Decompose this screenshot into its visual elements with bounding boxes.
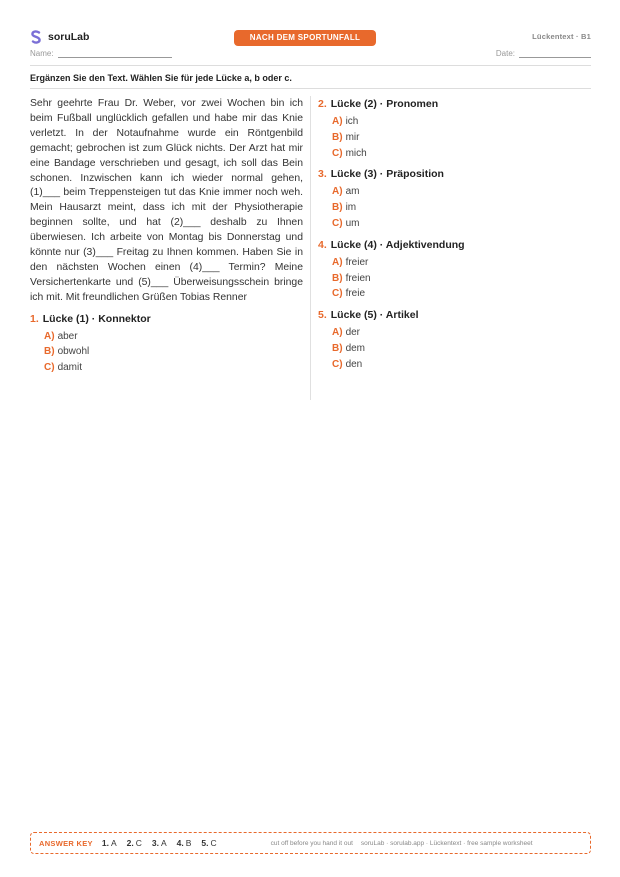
option-a[interactable]	[332, 325, 591, 341]
option-b[interactable]	[332, 200, 591, 216]
question-label: Lücke (1) · Konnektor	[42, 312, 151, 325]
answer-options	[332, 114, 591, 161]
question-label: Lücke (5) · Artikel	[330, 309, 419, 322]
column-divider	[310, 96, 311, 400]
question-title	[318, 167, 591, 181]
option-c[interactable]	[332, 216, 591, 232]
option-text: obwohl	[57, 346, 90, 358]
cut-off-note: cut off before you hand it out	[270, 839, 353, 847]
question-number: 4.	[318, 238, 327, 251]
answer-key-answer: A	[160, 838, 167, 848]
option-text: den	[345, 358, 363, 370]
answer-key-number: 3.	[151, 838, 159, 848]
question-3	[318, 167, 591, 231]
option-letter: B)	[332, 131, 343, 143]
worksheet-type-level: Lückentext · B1	[532, 32, 591, 41]
answer-key-item	[177, 838, 192, 848]
option-text: mir	[345, 131, 360, 143]
right-column	[318, 97, 591, 377]
option-text: im	[345, 202, 357, 214]
answer-options	[332, 255, 591, 302]
option-c[interactable]	[332, 357, 591, 373]
question-title	[30, 312, 303, 326]
option-text: freien	[345, 272, 371, 284]
instruction-divider	[30, 88, 591, 89]
question-number: 2.	[318, 98, 327, 110]
option-text: am	[345, 186, 360, 198]
brand-logo	[30, 30, 89, 44]
option-letter: A)	[44, 330, 55, 342]
name-field[interactable]	[30, 49, 172, 58]
name-line	[58, 49, 172, 58]
header-divider	[30, 65, 591, 66]
option-letter: C)	[332, 358, 343, 370]
date-line	[519, 49, 591, 58]
option-text: dem	[345, 342, 366, 354]
option-letter: C)	[44, 362, 55, 374]
answer-options	[332, 184, 591, 231]
question-2	[318, 97, 591, 161]
option-letter: C)	[332, 147, 343, 159]
name-label: Name:	[30, 49, 54, 58]
answer-key-number: 4.	[176, 838, 184, 848]
option-letter: B)	[44, 346, 55, 358]
answer-key-strip	[30, 832, 591, 854]
option-letter: B)	[332, 272, 343, 284]
question-number: 1.	[30, 312, 39, 325]
option-text: freie	[345, 288, 366, 300]
answer-key-item	[152, 838, 167, 848]
option-text: ich	[345, 116, 359, 127]
topic-badge: NACH DEM SPORTUNFALL	[234, 30, 376, 46]
option-text: mich	[345, 147, 367, 159]
question-number: 5.	[318, 309, 327, 322]
option-text: damit	[57, 362, 83, 374]
answer-key-answer: B	[185, 838, 192, 848]
answer-key-item	[127, 838, 142, 848]
option-a[interactable]	[332, 114, 591, 130]
option-letter: A)	[332, 327, 343, 339]
option-a[interactable]	[332, 184, 591, 200]
option-c[interactable]	[44, 360, 303, 376]
question-title	[318, 308, 591, 322]
option-letter: B)	[332, 342, 343, 354]
answer-key-label: ANSWER KEY	[39, 838, 93, 848]
question-label: Lücke (2) · Pronomen	[330, 98, 439, 110]
answer-key-item	[102, 838, 117, 848]
option-letter: C)	[332, 217, 343, 229]
worksheet-header	[30, 30, 591, 64]
option-c[interactable]	[332, 286, 591, 302]
answer-key-number: 5.	[201, 838, 209, 848]
date-field[interactable]	[496, 49, 591, 58]
answer-key-number: 1.	[101, 838, 109, 848]
answer-options	[44, 329, 303, 376]
answer-key-answer: A	[110, 838, 117, 848]
option-a[interactable]	[44, 329, 303, 345]
option-text: um	[345, 217, 360, 229]
option-c[interactable]	[332, 146, 591, 162]
answer-key-item	[201, 838, 216, 848]
option-a[interactable]	[332, 255, 591, 271]
answer-key-answer: C	[135, 838, 142, 848]
option-text: der	[345, 327, 361, 339]
option-b[interactable]	[332, 271, 591, 287]
answer-key-number: 2.	[126, 838, 134, 848]
option-letter: A)	[332, 256, 343, 268]
date-label: Date:	[495, 49, 515, 58]
gap-text-passage: Sehr geehrte Frau Dr. Weber, vor zwei Wochen bin ich beim Fußball unglücklich gefallen und habe mir das Knie verletzt. In der Notaufnahme wurde ein Röntgenbild gemacht; gebrochen ist zum Glück nichts. Der Arzt hat mir eine Bandage verschrieben und gesagt, ich soll das Bein schonen. Inzwischen kann ich wieder normal gehen, (1)___ beim Treppensteigen tut das Knie immer noch weh. Mein Hausarzt meint, dass ich mit der Physiotherapie beginnen sollte, und hat (2)___ deshalb zu Ihnen überwiesen. Ich arbeite von Montag bis Donnerstag und könnte nur (3)___ Freitag zu Ihnen kommen. Haben Sie in den nächsten Wochen einen (4)___ Termin? Meine Versichertenkarte und (5)___ Überweisungsschein bringe ich mit. Mit freundlichen Grüßen Tobias Renner	[30, 98, 303, 303]
task-instruction: Ergänzen Sie den Text. Wählen Sie für jede Lücke a, b oder c.	[30, 73, 292, 83]
question-4	[318, 238, 591, 302]
option-letter: C)	[332, 288, 343, 300]
option-text: aber	[57, 330, 78, 342]
question-1	[30, 312, 303, 376]
footer-credit: soruLab · sorulab.app · Lückentext · free sample worksheet	[360, 839, 533, 847]
option-b[interactable]	[332, 341, 591, 357]
option-letter: A)	[332, 116, 343, 127]
answer-key-answer: C	[210, 838, 217, 848]
question-5	[318, 308, 591, 372]
option-b[interactable]	[332, 130, 591, 146]
answer-options	[332, 325, 591, 372]
question-title	[318, 238, 591, 252]
option-letter: A)	[332, 186, 343, 198]
question-number: 3.	[318, 168, 327, 181]
option-letter: B)	[332, 202, 343, 214]
sorulab-logo-icon	[30, 30, 42, 44]
option-b[interactable]	[44, 344, 303, 360]
question-label: Lücke (4) · Adjektivendung	[330, 238, 465, 251]
left-column	[30, 97, 303, 376]
option-text: freier	[345, 256, 369, 268]
brand-name: soruLab	[48, 31, 90, 43]
question-label: Lücke (3) · Präposition	[330, 168, 444, 181]
question-title	[318, 97, 591, 111]
